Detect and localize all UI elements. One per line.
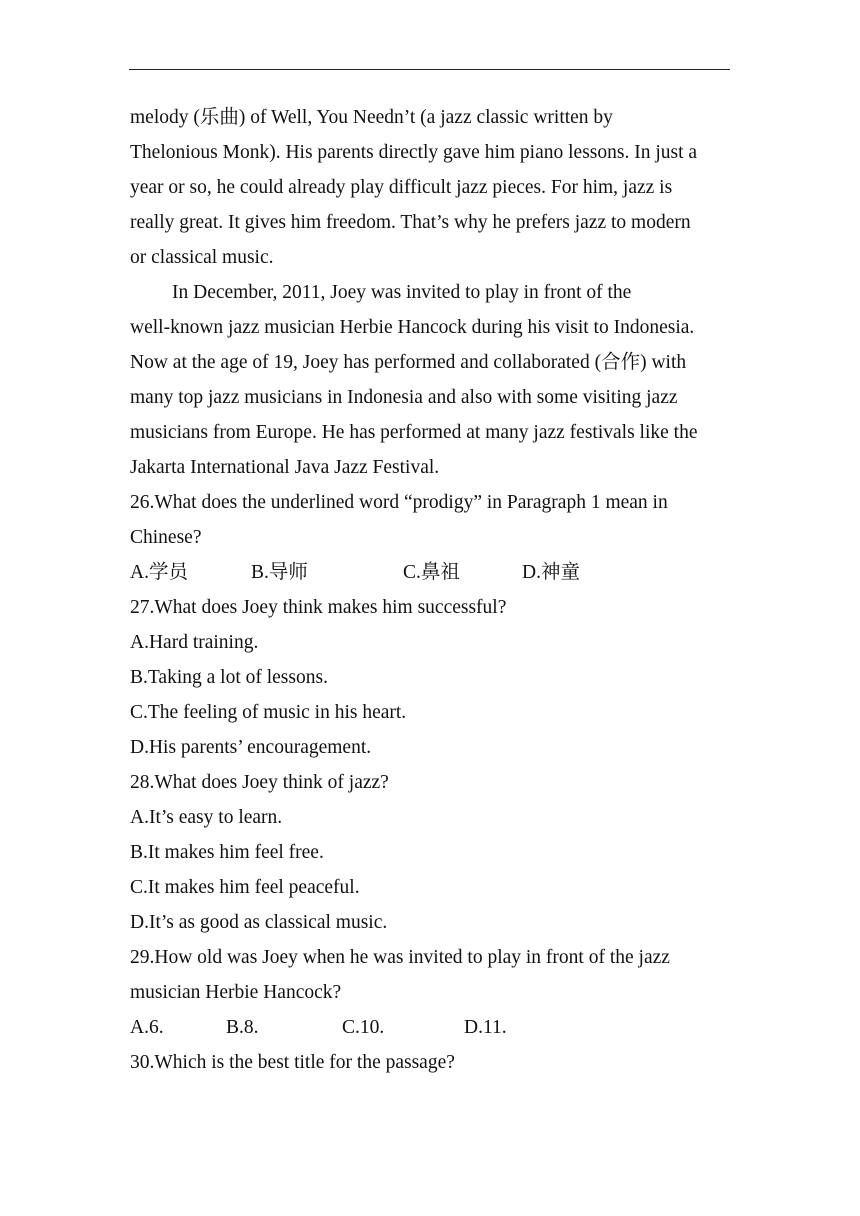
option-b: B.Taking a lot of lessons. (130, 667, 328, 688)
question-stem: 27.What does Joey think makes him successful? (130, 597, 507, 618)
option-b: B.导师 (251, 562, 308, 583)
option-c: C.10. (342, 1017, 385, 1038)
passage-line: In December, 2011, Joey was invited to play in front of the (172, 282, 632, 303)
passage-line: melody (乐曲) of Well, You Needn’t (a jazz classic written by (130, 107, 613, 128)
question-stem: 29.How old was Joey when he was invited to play in front of the jazz (130, 947, 670, 968)
question-stem: 30.Which is the best title for the passage? (130, 1052, 455, 1073)
option-a: A.It’s easy to learn. (130, 807, 283, 828)
option-d: D.神童 (522, 562, 580, 583)
option-d: D.His parents’ encouragement. (130, 737, 372, 758)
question-stem: 26.What does the underlined word “prodigy” in Paragraph 1 mean in (130, 492, 668, 513)
option-d: D.It’s as good as classical music. (130, 912, 388, 933)
passage-line: Now at the age of 19, Joey has performed and collaborated (合作) with (130, 352, 687, 373)
passage-line: Jakarta International Java Jazz Festival. (130, 457, 440, 478)
question-stem: Chinese? (130, 527, 202, 548)
option-b: B.It makes him feel free. (130, 842, 324, 863)
header-rule (129, 69, 730, 70)
question-options-row (130, 1010, 730, 1045)
passage-line: really great. It gives him freedom. That’s why he prefers jazz to modern (130, 212, 691, 233)
option-c: C.It makes him feel peaceful. (130, 877, 360, 898)
passage-line: well-known jazz musician Herbie Hancock during his visit to Indonesia. (130, 317, 695, 338)
passage-line: Thelonious Monk). His parents directly gave him piano lessons. In just a (130, 142, 698, 163)
passage-line: many top jazz musicians in Indonesia and also with some visiting jazz (130, 387, 678, 408)
option-c: C.The feeling of music in his heart. (130, 702, 407, 723)
option-a: A.Hard training. (130, 632, 259, 653)
question-stem: musician Herbie Hancock? (130, 982, 342, 1003)
passage-line: or classical music. (130, 247, 274, 268)
option-a: A.学员 (130, 562, 188, 583)
option-c: C.鼻祖 (403, 562, 460, 583)
option-b: B.8. (226, 1017, 259, 1038)
option-d: D.11. (464, 1017, 507, 1038)
question-stem: 28.What does Joey think of jazz? (130, 772, 389, 793)
document-body (130, 100, 730, 1080)
option-a: A.6. (130, 1017, 164, 1038)
passage-line: musicians from Europe. He has performed at many jazz festivals like the (130, 422, 698, 443)
passage-line: year or so, he could already play difficult jazz pieces. For him, jazz is (130, 177, 673, 198)
question-options-row (130, 555, 730, 590)
